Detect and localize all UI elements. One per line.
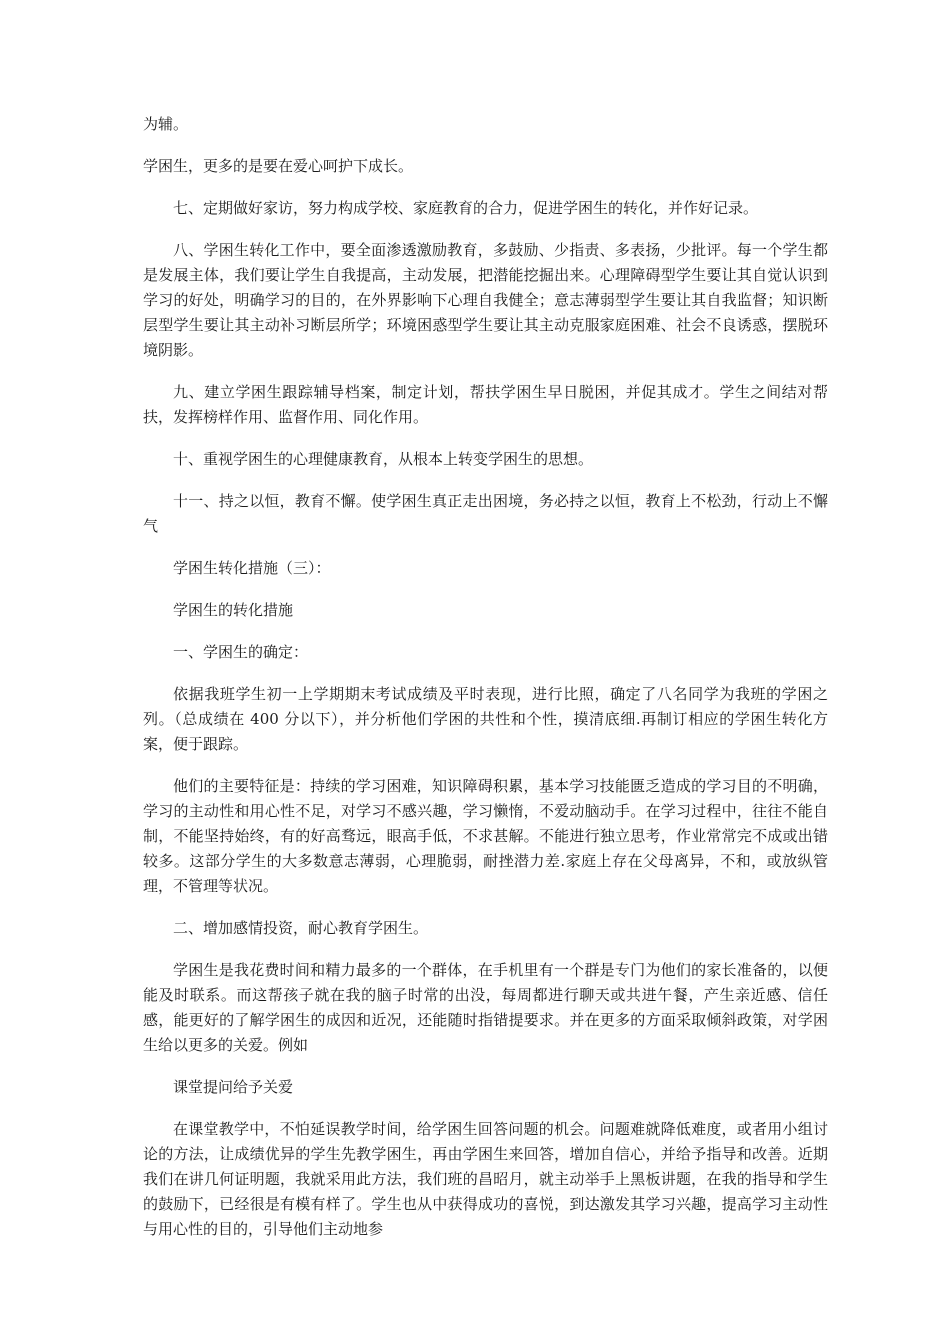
paragraph: 依据我班学生初一上学期期末考试成绩及平时表现，进行比照，确定了八名同学为我班的学困之列。（总成绩在 400 分以下），并分析他们学困的共性和个性，摸清底细.再制订相应的学困生转化方案，便于跟踪。 [143,685,828,753]
section-heading: 学困生转化措施（三）： [173,559,331,577]
section-heading: 课堂提问给予关爱 [173,1078,294,1096]
paragraph: 十、重视学困生的心理健康教育，从根本上转变学困生的思想。 [173,450,594,468]
section-heading: 学困生的转化措施 [173,601,294,619]
section-heading: 一、学困生的确定： [173,643,309,661]
paragraph: 在课堂教学中，不怕延误教学时间，给学困生回答问题的机会。问题难就降低难度，或者用小组讨论的方法，让成绩优异的学生先教学困生，再由学困生来回答，增加自信心，并给予指导和改善。近期我们在讲几何证明题，我就采用此方法，我们班的昌昭月，就主动举手上黑板讲题，在我的指导和学生的鼓励下，已经很是有模有样了。学生也从中获得成功的喜悦，到达激发其学习兴趣，提高学习主动性与用心性的目的，引导他们主动地参 [143,1120,828,1238]
paragraph: 八、学困生转化工作中，要全面渗透激励教育，多鼓励、少指责、多表扬，少批评。每一个学生都是发展主体，我们要让学生自我提高，主动发展，把潜能挖掘出来。心理障碍型学生要让其自觉认识到学习的好处，明确学习的目的，在外界影响下心理自我健全；意志薄弱型学生要让其自我监督；知识断层型学生要让其主动补习断层所学；环境困惑型学生要让其主动克服家庭困难、社会不良诱惑，摆脱环境阴影。 [143,241,828,359]
paragraph: 学困生是我花费时间和精力最多的一个群体，在手机里有一个群是专门为他们的家长准备的，以便能及时联系。而这帮孩子就在我的脑子时常的出没，每周都进行聊天或共进午餐，产生亲近感、信任感，能更好的了解学困生的成因和近况，还能随时指错提要求。并在更多的方面采取倾斜政策，对学困生给以更多的关爱。例如 [143,961,828,1054]
paragraph: 九、建立学困生跟踪辅导档案，制定计划，帮扶学困生早日脱困，并促其成才。学生之间结对帮扶，发挥榜样作用、监督作用、同化作用。 [143,383,828,426]
paragraph: 七、定期做好家访，努力构成学校、家庭教育的合力，促进学困生的转化，并作好记录。 [173,199,759,217]
paragraph: 他们的主要特征是：持续的学习困难，知识障碍积累，基本学习技能匮乏造成的学习目的不明确，学习的主动性和用心性不足，对学习不感兴趣，学习懒惰，不爱动脑动手。在学习过程中，往往不能自制，不能坚持始终，有的好高骛远，眼高手低，不求甚解。不能进行独立思考，作业常常完不成或出错较多。这部分学生的大多数意志薄弱，心理脆弱，耐挫潜力差.家庭上存在父母离异，不和，或放纵管理，不管理等状况。 [143,777,828,895]
paragraph: 为辅。 [143,115,189,133]
document-body [143,112,828,1259]
paragraph: 学困生，更多的是要在爱心呵护下成长。 [143,157,414,175]
section-heading: 二、增加感情投资，耐心教育学困生。 [173,919,429,937]
paragraph: 十一、持之以恒，教育不懈。使学困生真正走出困境，务必持之以恒，教育上不松劲，行动上不懈气 [143,492,828,535]
